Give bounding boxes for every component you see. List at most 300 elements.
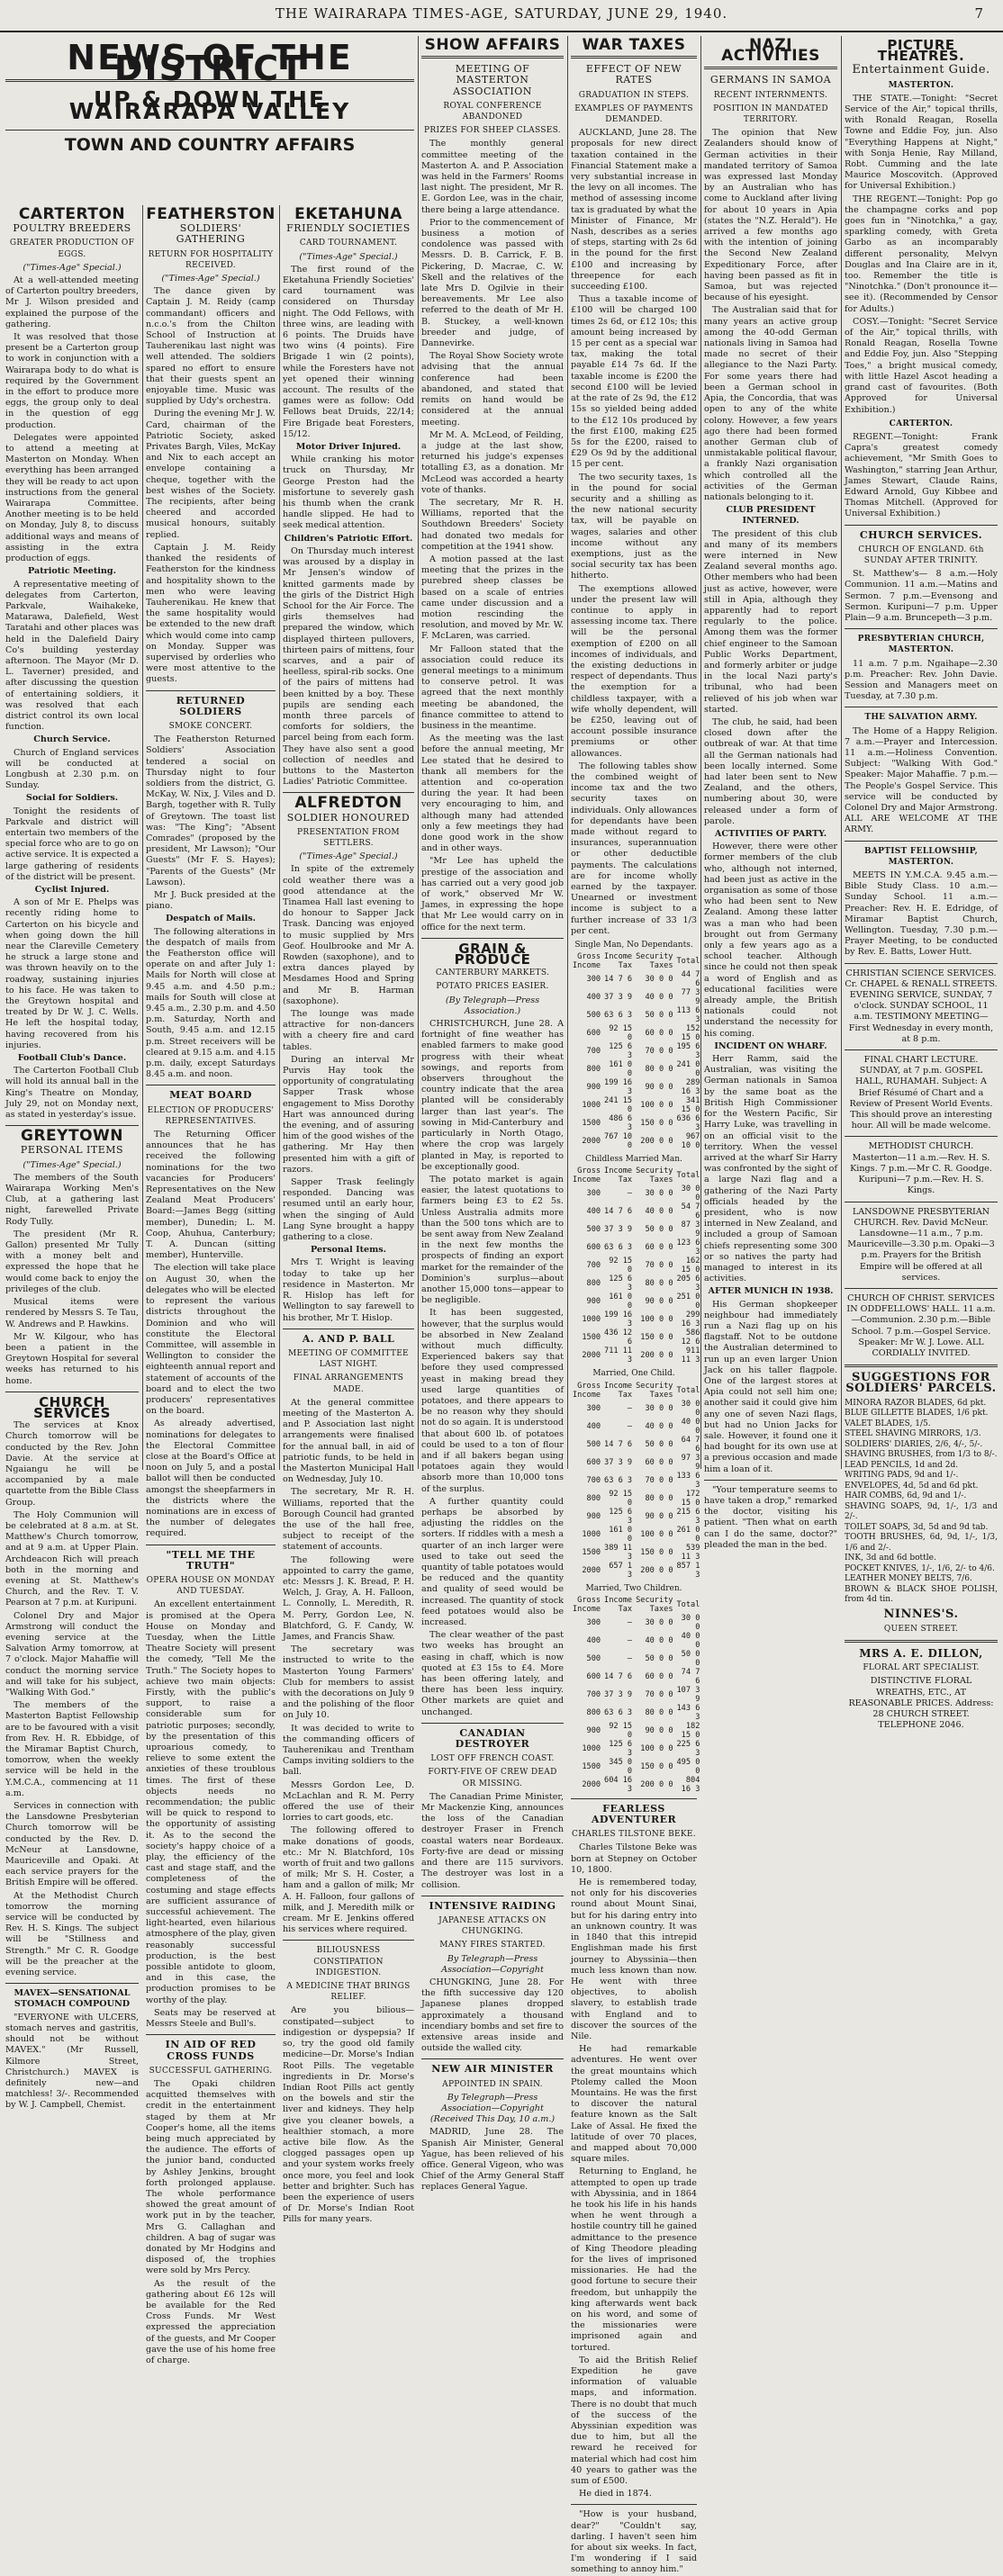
paragraph: Tonight the residents of Parkvale and district will entertain two members of the special force who are to go on active service. It is expected a large gathering of residents of the district will be present. — [5, 806, 139, 882]
table-cell: 44 7 6 — [681, 970, 700, 989]
paragraph: At the general committee meeting of the Masterton A. and P. Association last night arrangements were finalised for the annual ball, in aid of patriotic funds, to be held in the Masterton Municipal Hall on Wednesday, July 10. — [283, 1397, 414, 1485]
subhead: EXAMPLES OF PAYMENTS DEMANDED. — [574, 104, 693, 125]
paragraph: The first round of the Eketahuna Friendly Societies' card tournament was considered on Thursday night. The Odd Fellows, with three wins, are leading with 6 points. The Druids have two wins (4 points). Fire Brigade 1 win (2 points), while the Foresters have not yet opened their winning account. The results of the games were as follow: Odd Fellows beat Druids, 22/14; Fire Brigade beat Foresters, 15/12. — [283, 264, 414, 439]
advert-text: DISTINCTIVE FLORAL WREATHS, ETC., AT REASONABLE PRICES. Address: 28 CHURCH STREET. TELEPHONE 2046. — [848, 1676, 994, 1731]
list-item: BLUE GILLETTE BLADES, 1/6 pkt. — [845, 1409, 989, 1419]
table-cell: 2000 — [582, 1779, 601, 1789]
paragraph: The following tables show the combined weight of income tax and the two security taxes on individuals. Only allowances for dependants have been made without regard to insurances, superannuation or other deductible payments. The calculations are for income wholly earned by the taxpayer. Unearned or investment income is subject to a further increase of 33 1/3 per cent. — [571, 761, 697, 936]
subhead: POSITION IN MANDATED TERRITORY. — [713, 104, 828, 125]
table-cell: 711 11 3 — [604, 1347, 633, 1365]
table-cell: 400 — [586, 1635, 601, 1645]
subhead: ELECTION OF PRODUCERS' REPRESENTATIVES. — [147, 1105, 275, 1126]
place-eketahuna: EKETAHUNA — [294, 205, 402, 223]
subhead: LOST OFF FRENCH COAST. — [430, 1754, 555, 1764]
column-5 — [571, 36, 700, 2575]
tax-table-header: Total — [676, 957, 700, 967]
paragraph: Musical items were rendered by Messrs S. Te Tau, W. Andrews and P. Hawkins. — [5, 1297, 139, 1329]
subhead: ROYAL CONFERENCE ABANDONED — [443, 101, 542, 122]
advert-subhead: A MEDICINE THAT BRINGS RELIEF. — [286, 1982, 411, 2003]
table-cell: 30 0 0 — [681, 1399, 700, 1418]
paragraph: Thus a taxable income of £100 will be charged 100 times 2s 6d, or £12 10s; this amount being increased by 15 per cent as a special war tax, making the total payable £14 7s 6d. If the taxable income is £200 the second £100 will be levied at the rate of 2s 9d, the £12 15s so yielded being added to the £12 10s produced by the first £100, making £25 5s for the £200, raised to £29 Os 9d by the additional 15 per cent. — [571, 294, 697, 470]
table-row — [571, 1220, 701, 1238]
headline: RETURNED SOLDIERS — [176, 694, 246, 717]
paragraph: Mr M. A. McLeod, of Feilding, a judge at the last show, returned his judge's expenses totalling £3, as a donation. Mr McLeod was accorded a hearty vote of thanks. — [421, 429, 564, 495]
subhead: CANTERBURY MARKETS. — [435, 968, 550, 978]
table-cell: 90 0 0 — [645, 1083, 673, 1093]
listing: The Home of a Happy Religion. 7 a.m.—Prayer and Intercession. 11 a.m.—Holiness Convention. Subject: "Walking With God." Speaker: Major Mahaffie. 7 p.m.—The People's Gospel Service. This service will be conducted by Colonel Dry and Major Armstrong. ALL ARE WELCOME AT THE ARMY. — [845, 725, 998, 835]
paragraph: The secretary, Mr R. H. Williams, reported that the Borough Council had granted the use of the hall free, subject to receipt of the statement of accounts. — [283, 1487, 414, 1553]
subhead: MANY FIRES STARTED. — [439, 1941, 546, 1950]
headline: WAR TAXES — [582, 36, 686, 54]
table-row — [571, 1256, 701, 1274]
table-row — [571, 1704, 701, 1722]
paragraph: CHRISTCHURCH, June 28. A fortnight of fine weather has enabled farmers to make good progress with their wheat sowings, and reports from observers throughout the country indicate that the area planted will be considerably larger than last year's. The sowing in Mid-Canterbury and particularly in North Otago, where the crop was largely planted in May, is reported to be exceptionally good. — [421, 1019, 564, 1172]
paragraph: The secretary was instructed to write to the Masterton Young Farmers' Club for members to assist with the decorations on July 9 and the polishing of the floor on July 10. — [283, 1644, 414, 1721]
headline: SOLDIERS' GATHERING — [176, 222, 246, 246]
table-cell: 54 7 6 — [681, 1202, 700, 1221]
table-cell: 495 0 0 — [676, 1757, 700, 1776]
paragraph: He is remembered today, not only for his discoveries round about Mount Sinai, but for his daring entry into an unknown country. It was in 1840 that this intrepid Englishman made his first journey to Abyssinia—then much less known than now. He went with three objectives, to abolish slavery, to establish trade with England and to discover the sources of the Nile. — [571, 1878, 697, 2041]
table-cell: 199 16 3 — [604, 1078, 633, 1097]
soldier-items-list — [845, 1399, 998, 1606]
joke: "How is your husband, dear?" "Couldn't say, darling. I haven't seen him for about six weeks. In fact, I'm wondering if I said something to annoy him." — [571, 2509, 697, 2575]
listing: CHURCH OF CHRIST. SERVICES IN ODDFELLOWS' HALL. 11 a.m.—Communion. 2.30 p.m.—Bible School. 7 p.m.—Gospel Service. Speaker: Mr W. J. Lowe. ALL CORDIALLY INVITED. — [846, 1293, 996, 1358]
credit: By Telegraph—Press Association—Copyright — [441, 1953, 544, 1975]
table-cell: 80 0 0 — [645, 1279, 673, 1289]
table-cell: 900 — [586, 1083, 601, 1093]
table-cell: 74 7 6 — [681, 1667, 700, 1686]
table-row — [571, 1184, 701, 1202]
item-heading: Football Club's Dance. — [17, 1053, 127, 1064]
banner-tagline: TOWN AND COUNTRY AFFAIRS — [64, 134, 356, 155]
table-cell: 500 — [586, 1439, 601, 1449]
subhead: CHURCH OF ENGLAND. 6th SUNDAY AFTER TRINITY. — [858, 545, 984, 565]
table-cell: 1000 — [582, 1315, 601, 1325]
subhead: FINAL ARRANGEMENTS MADE. — [293, 1374, 404, 1394]
table-cell: 40 0 0 — [645, 1421, 673, 1431]
table-cell: 205 6 3 — [676, 1274, 700, 1293]
table-cell: — — [627, 1189, 633, 1199]
table-cell: 539 11 3 — [681, 1543, 700, 1562]
credit: ("Times-Age" Special.) — [23, 262, 122, 273]
paragraph: Church of England services will be conducted at Longbush at 2.30 p.m. on Sunday. — [5, 747, 139, 791]
table-row — [571, 1329, 701, 1347]
headline: SOLDIER HONOURED — [286, 811, 411, 824]
item-heading: Social for Soldiers. — [25, 793, 119, 804]
table-cell: 586 12 6 — [681, 1329, 700, 1347]
table-cell: 70 0 0 — [645, 1475, 673, 1485]
table-cell: 1000 — [582, 1529, 601, 1539]
table-row — [571, 1776, 701, 1794]
item-heading: PRESBYTERIAN CHURCH, MASTERTON. — [857, 635, 985, 655]
table-cell: 64 7 6 — [681, 1435, 700, 1454]
table-cell: 80 0 0 — [645, 1065, 673, 1075]
table-row — [571, 1311, 701, 1329]
paragraph: In spite of the extremely cold weather there was a good attendance at the Tinamea Hall last evening to do honour to Sapper Jack Trask. Dancing was enjoyed to music supplied by Mrs Geof. Houlbrooke and Mr A. Rowden (saxophone), and to extra dances played by Mesdames Hood and Spring and Mr B. Harman (saxophone). — [283, 864, 414, 1006]
subhead: EFFECT OF NEW RATES — [585, 63, 682, 86]
headline: MRS A. E. DILLON, — [859, 1646, 983, 1660]
table-cell: 80 0 0 — [645, 1493, 673, 1503]
table-row — [571, 1078, 701, 1096]
item-heading: AFTER MUNICH IN 1938. — [708, 1286, 834, 1297]
paragraph: It was decided to write to the commanding officers of Tauherenikau and Trentham Camps inviting soldiers to the ball. — [283, 1723, 414, 1778]
headline: NAZI ACTIVITIES — [721, 36, 820, 66]
paragraph: The potato market is again easier, the latest quotations to farmers being £3 to £2 5s. Unless Australia admits more than the 500 tons which are to be sent away from New Zealand in the next few months the prospects of finding an export market for the remainder of the Dominion's surplus—about another 15,000 tons—appear to be negligible. — [421, 1174, 564, 1306]
paragraph: However, there were other former members of the club who, although not interned, had been just as active in the organisation as some of those who had been sent to New Zealand. Among these latter was a man who had been brought out from Germany only a few years ago as a school teacher. Although since he could not then speak a word of English and as educational facilities were already ample, the British nationals could not understand the necessity for his coming. — [704, 842, 837, 1039]
table-cell: 400 — [586, 1207, 601, 1217]
table-row — [571, 1632, 701, 1650]
table-cell: 37 3 9 — [604, 1457, 633, 1467]
table-cell: 251 0 0 — [676, 1293, 700, 1311]
paragraph: It has been suggested, however, that the surplus would be absorbed in New Zealand without much difficulty. Experienced bakers say that before they used compressed yeast in making bread they used large quantities of potatoes, and there appears to be no reason why they should not do so again. It is understood that about 600 lb. of potatoes could be used to a ton of flour and if all bakers began using potatoes again they would absorb more than 10,000 tons of the surplus. — [421, 1308, 564, 1494]
paragraph: Delegates were appointed to attend a meeting at Masterton on Monday. When everything has been arranged they will be ready to act upon instructions from the general Wairarapa Committee. Another meeting is to be held on Monday, July 8, to discuss additional ways and means of assisting in the extra production of eggs. — [5, 432, 139, 564]
tax-table-header: Gross Income — [573, 952, 601, 971]
table-cell: 60 0 0 — [645, 1243, 673, 1253]
listing: 11 a.m. 7 p.m. Ngaihape—2.30 p.m. Preacher: Rev. John Davie. Session and Managers meet on Tuesday, at 7.30 p.m. — [845, 658, 998, 702]
table-cell: 967 10 0 — [681, 1132, 700, 1151]
table-cell: 2000 — [582, 1137, 601, 1147]
paragraph: Mr W. Kilgour, who has been a patient in the Greytown Hospital for several weeks has returned to his home. — [5, 1331, 139, 1386]
tax-table-caption: Married, Two Children. — [585, 1583, 682, 1593]
list-item: LEATHER MONEY BELTS, 7/6. — [845, 1574, 972, 1584]
paragraph: The president (Mr R. Gallon) presented Mr Tully with a money belt and expressed the hope that he would come back to enjoy the privileges of the club. — [5, 1229, 139, 1294]
column-2 — [146, 205, 276, 2365]
paragraph: He had remarkable adventures. He went over the great mountains which Ptolemy called the Moon Mountains. He was the first to discover the natural feature known as the Salt Lake of Assal. He fixed the latitude of over 70 places, and mapped about 70,000 square miles. — [571, 2044, 697, 2165]
paragraph: The two security taxes, 1s in the pound for social security and a shilling as the new national security tax, will be payable on wages, salaries and other income without any exemptions, just as the social security tax has been hitherto. — [571, 472, 697, 581]
table-cell: 161 0 0 — [609, 1060, 633, 1079]
table-cell: 161 0 0 — [609, 1525, 633, 1544]
credit: ("Times-Age" Special.) — [299, 251, 398, 262]
table-cell: 40 0 0 — [681, 1417, 700, 1436]
paragraph: At the Methodist Church tomorrow the morning service will be conducted by Rev. H. S. Kings. The subject will be "Stillness and Strength." Mr C. R. Goodge will be the preacher at the evening service. — [5, 1890, 139, 1978]
item-heading: Patriotic Meeting. — [28, 566, 116, 577]
table-cell: 767 10 0 — [604, 1132, 633, 1151]
paragraph: The Canadian Prime Minister, Mr Mackenzie King, announces the loss of the Canadian destroyer Fraser in French coastal waters near Bordeaux. Forty-five are dead or missing and there are 115 survivors. The destroyer was lost in a collision. — [421, 1791, 564, 1890]
subhead: GRADUATION IN STEPS. — [578, 90, 690, 100]
paragraph: Services in connection with the Lansdowne Presbyterian Church tomorrow will be conducted by the Rev. D. McNeur at Lansdowne, Mauriceville and Opaki. At each service prayers for the British Empire will be offered. — [5, 1801, 139, 1888]
table-cell: — — [627, 1635, 633, 1645]
tax-table-header: Income Tax — [604, 1166, 633, 1185]
table-cell: 92 15 0 — [609, 1721, 633, 1740]
subhead: RETURN FOR HOSPITALITY RECEIVED. — [148, 249, 274, 270]
subhead: PRESENTATION FROM SETTLERS. — [297, 827, 400, 848]
table-row — [571, 970, 701, 988]
town-heading: CARTERTON. — [889, 419, 953, 428]
table-cell: 225 6 3 — [676, 1739, 700, 1758]
table-cell: 700 — [586, 1689, 601, 1699]
joke: "Your temperature seems to have taken a drop," remarked the doctor, visiting his patient. "Then what on earth can I do the same, doctor?" pleaded the man in the bed. — [704, 1484, 837, 1550]
paragraph: The clear weather of the past two weeks has brought an easing in chaff, which is now quoted at £3 15s to £4. More has been offering lately, and there has been less inquiry. Other markets are quiet and unchanged. — [421, 1630, 564, 1717]
paragraph: He died in 1874. — [579, 2489, 652, 2499]
table-cell: 30 0 0 — [645, 1189, 673, 1199]
paragraph: During the evening Mr J. W. Card, chairman of the Patriotic Society, asked Privates Bargh, Viles, McKay and Nix to each accept an envelope containing a cheque, together with the best wishes of the Society. The recipients, after being cheered and accorded musical honours, suitably replied. — [146, 409, 276, 540]
table-row — [571, 1274, 701, 1293]
table-cell: 70 0 0 — [645, 1689, 673, 1699]
table-cell: 182 15 0 — [681, 1721, 700, 1740]
table-row — [571, 1562, 701, 1580]
item-heading: CLUB PRESIDENT INTERNED. — [726, 505, 816, 527]
table-row — [571, 1238, 701, 1256]
credit: ("Times-Age" Special.) — [299, 851, 398, 862]
table-cell: 100 0 0 — [640, 1529, 673, 1539]
table-row — [571, 1686, 701, 1704]
paragraph: The services at Knox Church tomorrow will be conducted by the Rev. John Davie. At the service at Ngaiangu he will be accompanied by a male quartette from the Bible Class Group. — [5, 1420, 139, 1508]
headline: CHURCH SERVICES. — [859, 528, 983, 541]
place-greytown: GREYTOWN — [21, 1127, 123, 1146]
subhead: PRIZES FOR SHEEP CLASSES. — [424, 126, 561, 136]
table-cell: 241 15 0 — [604, 1096, 633, 1115]
paragraph: "Mr Lee has upheld the prestige of the association and has carried out a very good job of work," observed Mr W. James, in expressing the hope that Mr Lee would carry on in office for the next term. — [421, 856, 564, 932]
item-heading: Children's Patriotic Effort. — [284, 533, 413, 544]
page-number: 7 — [974, 5, 983, 22]
table-cell: 100 0 0 — [640, 1743, 673, 1753]
tax-table-header: Total — [676, 1171, 700, 1181]
list-item: SHAVING SOAPS, 9d, 1/-, 1/3 and 2/-. — [845, 1501, 998, 1522]
list-item: BROWN & BLACK SHOE POLISH, from 4d tin. — [845, 1584, 998, 1605]
tax-table — [571, 1382, 701, 1580]
table-cell: 389 11 3 — [604, 1543, 633, 1562]
table-cell: 289 16 3 — [681, 1078, 700, 1097]
listing: LANSDOWNE PRESBYTERIAN CHURCH. Rev. David McNeur. Lansdowne—11 a.m., 7 p.m. Mauriceville—3.30 p.m. Opaki—3 p.m. Prayers for the British Empire will be offered at all services. — [847, 1206, 995, 1283]
table-cell: 123 6 3 — [676, 1238, 700, 1257]
table-cell: 800 — [586, 1493, 601, 1503]
table-cell: 50 0 0 — [645, 1011, 673, 1021]
credit: By Telegraph—Press Association—Copyright (Received This Day, 10 a.m.) — [429, 2092, 556, 2125]
table-cell: 70 0 0 — [645, 1047, 673, 1057]
subhead: MEETING OF MASTERTON ASSOCIATION — [453, 63, 532, 97]
subhead: POTATO PRICES EASIER. — [436, 982, 549, 992]
table-cell: 30 0 0 — [681, 1184, 700, 1203]
table-cell: 900 — [586, 1511, 601, 1521]
paragraph: Mrs T. Wright is leaving today to take up her residence in Masterton. Mr R. Hislop has left for Wellington to say farewell to his brother, Mr T. Hislop. — [283, 1257, 414, 1323]
table-cell: 400 — [586, 1421, 601, 1431]
paragraph: Messrs Gordon Lee, D. McLachlan and R. M. Perry offered the use of their lorries to cart goods, etc. — [283, 1779, 414, 1824]
listing: METHODIST CHURCH. Masterton—11 a.m.—Rev. H. S. Kings. 7 p.m.—Mr C. R. Goodge. Kuripuni—7 p.m.—Rev. H. S. Kings. — [850, 1141, 992, 1196]
table-cell: 150 0 0 — [640, 1761, 673, 1771]
subhead: CHARLES TILSTONE BEKE. — [572, 1830, 696, 1840]
listing: St. Matthew's— 8 a.m.—Holy Communion. 11 a.m.—Matins and Sermon. 7 p.m.—Evensong and Sermon. Kuripuni—7 p.m. Upper Plain—9 a.m. Bruncepeth—3 p.m. — [845, 569, 998, 623]
table-cell: 1500 — [582, 1119, 601, 1129]
table-cell: 37 3 9 — [604, 1225, 633, 1235]
table-row — [571, 1293, 701, 1311]
table-cell: — — [627, 1403, 633, 1413]
paragraph: The dance given by Captain J. M. Reidy (camp commandant) officers and n.c.o.'s from the Chilton School of Instruction at Tauherenikau last night was well attended. The soldiers spared no effort to ensure that their guests spent an enjoyable time. Music was supplied by Udy's orchestra. — [146, 286, 276, 407]
table-cell: 92 15 0 — [609, 1256, 633, 1275]
table-cell: 30 0 0 — [645, 975, 673, 985]
banner-title: NEWS OF THE DISTRICT — [67, 38, 353, 89]
tax-table-header: Gross Income — [573, 1381, 601, 1400]
table-cell: 125 6 3 — [609, 1042, 633, 1061]
advert-text: Are you bilious—constipated—subject to indigestion or dyspepsia? If so, try the good old family medicine—Dr. Morse's Indian Root Pills. The vegetable ingredients in Dr. Morse's Indian Root Pills act gently on the bowels and stir the liver and kidneys. They help give you cleaner bowels, a healthier stomach, a more active bile flow. As the clogged passages open up and your system works freely once more, you feel and look better and brighter. Such has been the experience of users of Dr. Morse's Indian Root Pills for many years. — [283, 2005, 414, 2225]
paragraph: Herr Ramm, said the Australian, was visiting the German nationals in Samoa by the same boat as the British High Commissioner for the Western Pacific, Sir Harry Luke, was travelling in on an official visit to the territory. When the vessel arrived at the wharf Sir Harry was confronted by the sight of a large Nazi flag and a gathering of the Nazi Party officials headed by the president, who is now interned in New Zealand, and included a group of Samoan chiefs representing some 300 or so natives the party had managed to interest in its activities. — [704, 1054, 837, 1284]
headline: GRAIN & PRODUCE — [454, 940, 531, 968]
table-row — [571, 1668, 701, 1686]
table-cell: 800 — [586, 1707, 601, 1717]
paragraph: The exemptions allowed under the present law will continue to apply in assessing income tax. There will be the personal exemption of £200 on all incomes of individuals, and the existing deductions in respect of dependants. Thus the exemption for a childless taxpayer, with a wife wholly dependent, will be £250, leaving out of account possible insurance premiums or other allowances. — [571, 583, 697, 759]
subhead: FORTY-FIVE OF CREW DEAD OR MISSING. — [428, 1768, 557, 1788]
masthead-title: THE WAIRARAPA TIMES-AGE, SATURDAY, JUNE 29, 1940. — [275, 5, 728, 22]
paragraph: Prior to the commencement of business a motion of condolence was passed with Messrs. D. B. Carrick, F. B. Pickering, D. Macrae, C. W. Skell and the relatives of the late Mrs D. Ogilvie in their bereavements. Mr Lee also referred to the death of Mr H. B. Stuckey, a well-known breeder and judge, of Dannevirke. — [421, 217, 564, 349]
credit: ("Times-Age" Special.) — [161, 274, 260, 284]
table-row — [571, 1024, 701, 1042]
listing: REGENT.—Tonight: Frank Capra's greatest comedy achievement, "Mr Smith Goes to Washington," starring Jean Arthur, James Stewart, Claude Rains, Edward Arnold, Guy Kibbee and Thomas Mitchell. (Approved for Universal Exhibition.) — [845, 431, 998, 519]
list-item: VALET BLADES, 1/5. — [845, 1419, 931, 1428]
paragraph: During an interval Mr Purvis Hay took the opportunity of congratulating Sapper Trask whose engagement to Miss Dorothy Hart was announced during the evening, and of assuring him of the good wishes of the gathering. Mr Hay then presented him with a gift of razors. — [283, 1054, 414, 1175]
place-carterton: CARTERTON — [18, 205, 126, 223]
item-heading: THE SALVATION ARMY. — [864, 713, 978, 723]
paragraph: CHUNGKING, June 28. For the fifth successive day 120 Japanese planes dropped approximately a thousand incendiary bombs and set fire to extensive areas inside and outside the walled city. — [421, 1977, 564, 2054]
table-row — [571, 1418, 701, 1436]
table-cell: 400 — [586, 993, 601, 1003]
table-row — [571, 1740, 701, 1758]
item-heading: ACTIVITIES OF PARTY. — [714, 829, 827, 840]
headline: PICTURE THEATRES. — [877, 37, 965, 65]
table-cell: 162 15 0 — [681, 1256, 700, 1275]
paragraph: The monthly general committee meeting of the Masterton A. and P. Association was held in the Farmers' Rooms last night. The president, Mr R. E. Gordon Lee, was in the chair, there being a large attendance. — [421, 139, 564, 215]
table-row — [571, 1526, 701, 1544]
paragraph: The Holy Communion will be celebrated at 8 a.m. at St. Matthew's Church tomorrow, and at 9 a.m. at Upper Plain. Archdeacon Rich will preach both in the morning and evening at St. Matthew's Church, and the Rev. T. V. Pearson at 7 p.m. at Kuripuni. — [5, 1509, 139, 1608]
table-cell: 77 3 9 — [681, 988, 700, 1007]
table-row — [571, 1042, 701, 1060]
table-row — [571, 1758, 701, 1776]
table-cell: 300 — [586, 1617, 601, 1627]
subhead: SUCCESSFUL GATHERING. — [149, 2066, 273, 2076]
table-cell: 200 0 0 — [640, 1779, 673, 1789]
table-cell: 133 6 3 — [676, 1471, 700, 1490]
paragraph: The opinion that New Zealanders should know of German activities in their mandated territory of Samoa was expressed last Monday by an Australian who has come to Auckland after living for about 10 years in Apia (states the "N.Z. Herald"). He arrived a few months ago with the intention of joining the Second New Zealand Expeditionary Force, after having been passed as fit in Samoa, but was rejected because of his eyesight. — [704, 128, 837, 303]
table-cell: — — [627, 1653, 633, 1663]
table-cell: — — [627, 1421, 633, 1431]
table-cell: 700 — [586, 1261, 601, 1271]
headline: POULTRY BREEDERS — [13, 222, 131, 235]
tax-table-header: Total — [676, 1599, 700, 1609]
table-row — [571, 1202, 701, 1220]
table-cell: 300 — [586, 975, 601, 985]
table-cell: 636 6 3 — [676, 1114, 700, 1133]
table-cell: 800 — [586, 1279, 601, 1289]
tax-table-header: Security Taxes — [636, 1381, 673, 1400]
credit: (By Telegraph—Press Association.) — [445, 995, 540, 1016]
table-cell: 1500 — [582, 1547, 601, 1557]
table-row — [571, 1060, 701, 1078]
subhead: APPOINTED IN SPAIN. — [442, 2079, 543, 2089]
place-featherston: FEATHERSTON — [146, 205, 276, 223]
table-cell: 60 0 0 — [645, 1029, 673, 1039]
table-cell: 90 0 0 — [645, 1511, 673, 1521]
table-cell: 40 0 0 — [645, 1635, 673, 1645]
table-cell: 1000 — [582, 1101, 601, 1111]
table-row — [571, 1132, 701, 1150]
column-1 — [5, 205, 139, 2111]
list-item: WRITING PADS, 9d and 1/-. — [845, 1471, 959, 1481]
subhead: JAPANESE ATTACKS ON CHUNGKING. — [438, 1915, 547, 1937]
paragraph: As the meeting was the last before the annual meeting, Mr Lee stated that he desired to thank all members for the attention and co-operation during the year. It had been very encouraging to him, and although many had attended only a few meetings they had done good work in the show and in other ways. — [421, 734, 564, 854]
paragraph: Captain J. M. Reidy thanked the residents of Featherston for the kindness and hospitality shown to the men who were leaving Tauherenikau. He knew that the same hospitality would be extended to the new draft which would come into camp on Monday. Supper was supervised by orderlies who were most attentive to the guests. — [146, 542, 276, 685]
subhead: OPERA HOUSE ON MONDAY AND TUESDAY. — [146, 1575, 276, 1597]
table-cell: 600 — [586, 1029, 601, 1039]
paragraph: His German shopkeeper neighbour had immediately run a Nazi flag up on his flagstaff. Not to be outdone the Australian determined to run up an even larger Union Jack on his taller flagpole. One of the largest stores at Apia could not sell him one; another said it could give him any one of seven Nazi flags, but had no Union Jacks for sale. However, it found one it had bought for its own use at a previous occasion and made him a loan of it. — [704, 1299, 837, 1474]
table-cell: 50 0 0 — [681, 1649, 700, 1668]
table-cell: 700 — [586, 1475, 601, 1485]
paragraph: Charles Tilstone Beke was born at Stepney on October 10, 1800. — [571, 1842, 697, 1875]
table-cell: 90 0 0 — [645, 1297, 673, 1307]
table-cell: 300 — [586, 1403, 601, 1413]
tax-table-header: Total — [676, 1385, 700, 1395]
paragraph: The following offered to make donations of goods, etc.: Mr N. Blatchford, 10s worth of fruit and two gallons of milk; Mr S. H. Coster, a ham and a gallon of milk; Mr A. H. Falloon, four gallons of milk, and J. Meredith milk or cream. Mr E. Jenkins offered his services where required. — [283, 1825, 414, 1935]
tax-table-header: Security Taxes — [636, 952, 673, 971]
tax-table-caption: Childless Married Man. — [585, 1155, 682, 1165]
paragraph: The following were appointed to carry the game, etc: Messrs J. K. Bread, P. H. Welch, J. Gray, A. H. Falloon, L. Connolly, L. Meredith, R. M. Perry, Gordon Lee, N. Blatchford, G. F. Candy, W. James, and Francis Shaw. — [283, 1554, 414, 1642]
table-cell: 500 — [586, 1225, 601, 1235]
table-cell: 341 15 0 — [681, 1096, 700, 1115]
table-cell: 14 7 6 — [604, 1671, 633, 1681]
paragraph: The lounge was made attractive for non-dancers with a cheery fire and card tables. — [283, 1009, 414, 1052]
listing: THE REGENT.—Tonight: Pop go the champagne corks and pop goes fun in "Ninotchka," a gay, sparkling comedy, with Greta Garbo as an incomparably different personality, Melvyn Douglas and Ina Claire are in it, too. Remember the title is "Ninotchka." (Don't pronounce it—see it). (Recommended by Censor for Adults.) — [845, 194, 998, 314]
table-row — [571, 1722, 701, 1740]
table-cell: 804 16 3 — [681, 1775, 700, 1794]
table-cell: 50 0 0 — [645, 1225, 673, 1235]
headline: SHOW AFFAIRS — [424, 36, 561, 54]
table-cell: 125 6 3 — [609, 1507, 633, 1526]
tax-table-header: Security Taxes — [636, 1166, 673, 1185]
banner-subtitle: UP & DOWN THE WAIRARAPA VALLEY — [68, 86, 351, 124]
table-cell: 14 7 6 — [604, 1439, 633, 1449]
table-cell: 600 — [586, 1243, 601, 1253]
table-cell: 125 6 3 — [609, 1274, 633, 1293]
table-cell: 300 — [586, 1189, 601, 1199]
list-item: INK, 3d and 6d bottle. — [845, 1554, 936, 1563]
list-item: TOOTH BRUSHES, 6d, 9d, 1/-, 1/3, 1/6 and 2/-. — [845, 1533, 998, 1553]
headline: FEARLESS ADVENTURER — [591, 1802, 677, 1826]
table-cell: 97 3 9 — [681, 1453, 700, 1472]
list-item: HAIR COMBS, 6d, 9d and 1/-. — [845, 1491, 967, 1501]
tax-table — [571, 1166, 701, 1365]
listing: THE STATE.—Tonight: "Secret Service of the Air," topical thrills, with Ronald Reagan, Rosella Towne and Eddie Foy, jun. Also "Everything Happens at Night," with Sonja Henie, Ray Milland, Robt. Cumming and the late Maurice Moscovitch. (Approved for Universal Exhibition.) — [845, 93, 998, 192]
tax-table-header: Income Tax — [604, 1595, 633, 1614]
table-cell: 113 6 3 — [676, 1006, 700, 1025]
paragraph: A representative meeting of delegates from Carterton, Parkvale, Waihakeke, Matarawa, Dalefield, West Taratahi and other places was held in the Dalefield Dairy Co's building yesterday afternoon. The Mayor (Mr D. L. Taverner) presided, and after discussing the question of entertaining soldiers, it was resolved that each district control its own local function. — [5, 579, 139, 733]
table-cell: 40 0 0 — [645, 993, 673, 1003]
table-cell: 700 — [586, 1047, 601, 1057]
paragraph: Mr J. Buck presided at the piano. — [146, 889, 276, 912]
table-cell: 486 6 3 — [609, 1114, 633, 1133]
paragraph: To aid the British Relief Expedition he gave information of valuable maps, and information. There is no doubt that much of the success of the Abyssinian expedition was due to him, but all the reward he received for material which had cost him 40 years to gather was the sum of £500. — [571, 2355, 697, 2487]
table-cell: 30 0 0 — [645, 1403, 673, 1413]
paragraph: Returning to England, he attempted to open up trade with Abyssinia, and in 1864 he took his life in his hands when he went through a hostile country till he gained admittance to the presence of King Theodore pleading for the lives of imprisoned missionaries. He had the good fortune to secure their freedom, but unhappily the king afterwards went back on his word, and some of the missionaries were imprisoned again and tortured. — [571, 2166, 697, 2353]
item-heading: Motor Driver Injured. — [295, 442, 402, 453]
table-cell: 657 1 3 — [609, 1561, 633, 1580]
table-cell: 70 0 0 — [645, 1261, 673, 1271]
table-row — [571, 1490, 701, 1508]
listing: CHRISTIAN SCIENCE SERVICES. Cr. CHAPEL & RENALL STREETS. EVENING SERVICE, SUNDAY, 7 o'clock. SUNDAY SCHOOL, 11 a.m. TESTIMONY MEETING—First Wednesday in every month, at 8 p.m. — [845, 968, 998, 1044]
list-item: LEAD PENCILS, 1d and 2d. — [845, 1460, 959, 1470]
list-item: SOLDIERS' DIARIES, 2/6, 4/-, 5/-. — [845, 1439, 983, 1449]
table-cell: 63 6 3 — [604, 1243, 633, 1253]
table-cell: 37 3 9 — [604, 1689, 633, 1699]
table-cell: 40 0 0 — [681, 1631, 700, 1650]
headline: PERSONAL ITEMS — [20, 1144, 124, 1157]
paragraph: The Australian said that for many years an active group among the 40-odd German nationals living in Samoa had made no secret of their allegiance to the Nazi Party. For some years there had been a German school in Apia, the Concordia, that was open to any of the white colony. However, a few years ago there had been formed another German club of unmistakable political flavour, a frankly Nazi organisation which controlled all the activities of the German nationals belonging to it. — [704, 305, 837, 502]
headline: NEW AIR MINISTER — [431, 2063, 554, 2076]
table-cell: 63 6 3 — [604, 1011, 633, 1021]
item-heading: Despatch of Mails. — [165, 914, 257, 924]
subhead: Entertainment Guide. — [852, 63, 990, 77]
table-cell: 261 0 0 — [676, 1525, 700, 1544]
headline: IN AID OF RED CROSS FUNDS — [165, 2039, 257, 2062]
tax-table-header: Gross Income — [573, 1595, 601, 1614]
subhead: GERMANS IN SAMOA — [709, 74, 832, 86]
tax-table-caption: Single Man, No Dependants. — [574, 941, 693, 950]
